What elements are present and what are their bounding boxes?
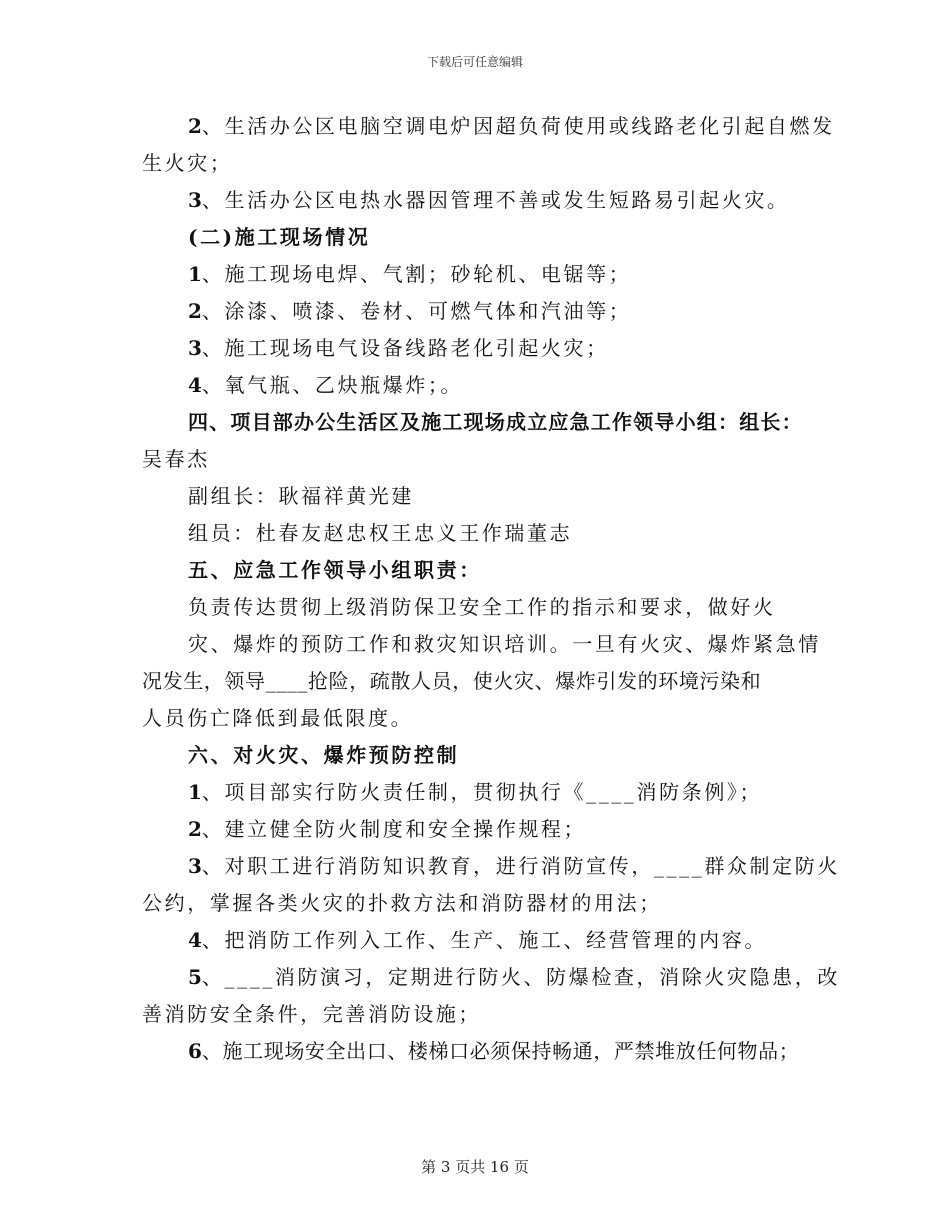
section-heading: (二)施工现场情况	[188, 225, 371, 249]
list-item	[142, 330, 810, 367]
list-item	[142, 848, 840, 885]
paragraph-line: 善消防安全条件，完善消防设施；	[142, 1002, 481, 1026]
list-item	[142, 922, 810, 959]
paragraph-line: 生火灾；	[142, 151, 233, 175]
paragraph-line: 况发生，领导____抢险，疏散人员，使火灾、爆炸引发的环境污染和	[142, 669, 762, 693]
item-number: 4	[188, 373, 202, 397]
item-text: 、施工现场电气设备线路老化引起火灾；	[201, 336, 609, 360]
paragraph-line: 人员伤亡降低到最低限度。	[142, 706, 414, 730]
item-text: 、生活办公区电热水器因管理不善或发生短路易引起火灾。	[201, 188, 790, 212]
paragraph-line: 副组长：耿福祥黄光建	[188, 484, 414, 508]
item-text: 、涂漆、喷漆、卷材、可燃气体和汽油等；	[201, 299, 632, 323]
item-number: 6	[188, 1039, 202, 1063]
item-text: 、氧气瓶、乙炔瓶爆炸；。	[201, 373, 464, 397]
item-number: 3	[188, 336, 202, 360]
item-text: 、项目部实行防火责任制，贯彻执行《____消防条例》；	[201, 780, 763, 804]
item-number: 2	[188, 299, 202, 323]
item-number: 2	[188, 817, 202, 841]
item-number: 5	[188, 965, 202, 989]
paragraph-line: 负责传达贯彻上级消防保卫安全工作的指示和要求，做好火	[188, 595, 776, 619]
paragraph-line: 灾、爆炸的预防工作和救灾知识培训。一旦有火灾、爆炸紧急情	[188, 632, 821, 656]
list-item	[142, 182, 810, 219]
list-item	[142, 1033, 810, 1070]
list-item	[142, 959, 840, 996]
section-heading: 六、对火灾、爆炸预防控制	[188, 743, 460, 767]
item-text: 、施工现场电焊、气割；砂轮机、电锯等；	[201, 262, 632, 286]
page-header: 下载后可任意编辑	[426, 55, 523, 69]
paragraph-line: 组员：杜春友赵忠权王忠义王作瑞董志	[188, 521, 573, 545]
list-item	[142, 774, 810, 811]
list-item	[142, 108, 835, 145]
page-footer: 第 3 页共 16 页	[421, 1158, 529, 1176]
list-item	[142, 256, 810, 293]
list-item	[142, 293, 810, 330]
item-text: 、施工现场安全出口、楼梯口必须保持畅通，严禁堆放任何物品；	[201, 1039, 800, 1063]
paragraph-line: 吴春杰	[142, 447, 210, 471]
section-heading: 四、项目部办公生活区及施工现场成立应急工作领导小组：组长：	[188, 410, 803, 434]
paragraph-line: 公约，掌握各类火灾的扑救方法和消防器材的用法；	[142, 891, 662, 915]
item-number: 1	[188, 262, 202, 286]
item-number: 3	[188, 188, 202, 212]
item-number: 4	[188, 928, 202, 952]
item-number: 3	[188, 854, 202, 878]
item-text: 、建立健全防火制度和安全操作规程；	[201, 817, 587, 841]
item-text: 、把消防工作列入工作、生产、施工、经营管理的内容。	[201, 928, 767, 952]
document-body	[142, 108, 840, 1070]
section-heading: 五、应急工作领导小组职责：	[188, 558, 482, 582]
list-item	[142, 811, 810, 848]
item-text: 、对职工进行消防知识教育，进行消防宣传，____群众制定防火	[201, 854, 840, 878]
item-text: 、____消防演习，定期进行防火、防爆检查，消除火灾隐患，改	[201, 965, 840, 989]
item-number: 2	[188, 114, 202, 138]
list-item	[142, 367, 810, 404]
item-text: 、生活办公区电脑空调电炉因超负荷使用或线路老化引起自燃发	[201, 114, 835, 138]
item-number: 1	[188, 780, 202, 804]
